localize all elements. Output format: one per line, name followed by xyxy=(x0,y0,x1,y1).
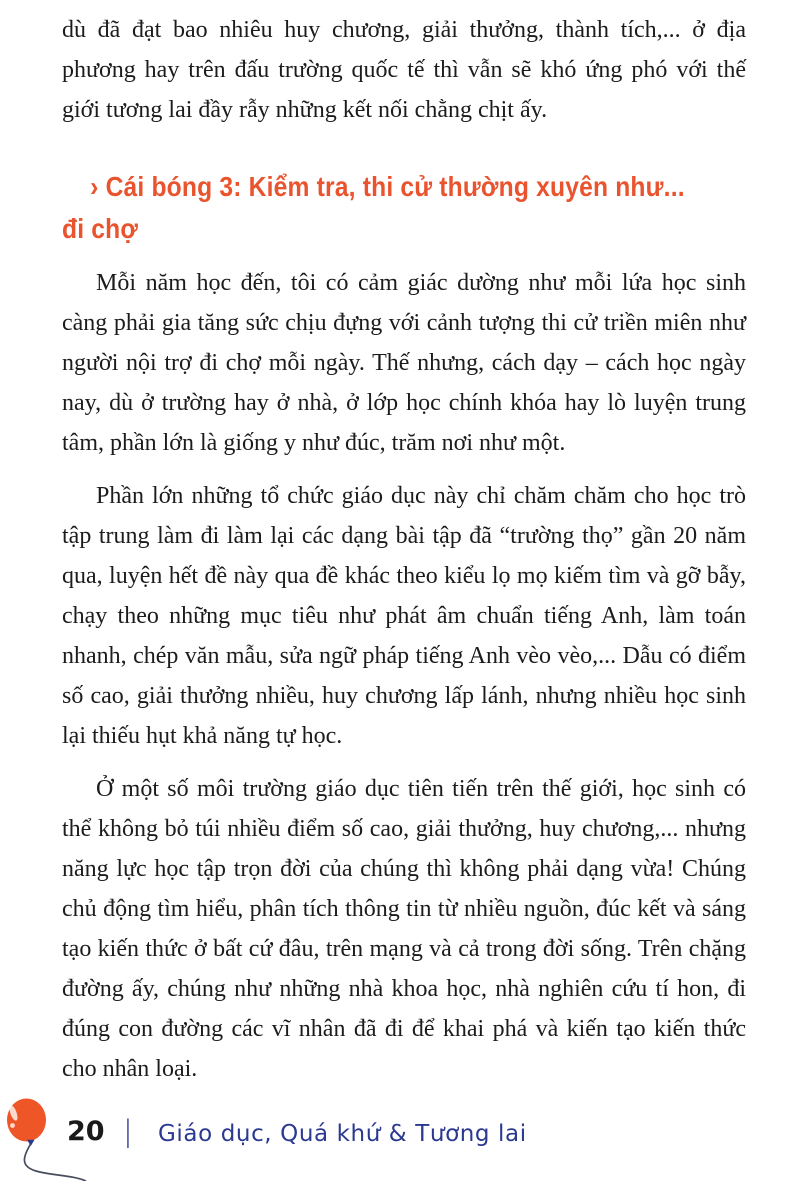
section-heading-line-2: đi chợ xyxy=(62,213,139,244)
page-number: 20 xyxy=(67,1116,105,1147)
section-heading xyxy=(62,166,746,250)
paragraph: Mỗi năm học đến, tôi có cảm giác dường như mỗi lứa học sinh càng phải gia tăng sức chịu đựng với cảnh tượng thi cử triền miên như người nội trợ đi chợ mỗi ngày. Thế nhưng, cách dạy – cách học ngày nay, dù ở trường hay ở nhà, ở lớp học chính khóa hay lò luyện trung tâm, phần lớn là giống y như đúc, trăm nơi như một. xyxy=(62,270,746,456)
paragraph: Phần lớn những tổ chức giáo dục này chỉ chăm chăm cho học trò tập trung làm đi làm lại các dạng bài tập đã “trường thọ” gần 20 năm qua, luyện hết đề này qua đề khác theo kiểu lọ mọ kiếm tìm và gỡ bẫy, chạy theo những mục tiêu như phát âm chuẩn tiếng Anh, làm toán nhanh, chép văn mẫu, sửa ngữ pháp tiếng Anh vèo vèo,... Dẫu có điểm số cao, giải thưởng nhiều, huy chương lấp lánh, nhưng nhiều học sinh lại thiếu hụt khả năng tự học. xyxy=(62,483,746,749)
footer-separator: | xyxy=(123,1114,133,1148)
page-footer xyxy=(0,1090,800,1181)
paragraph-continuation: dù đã đạt bao nhiêu huy chương, giải thưởng, thành tích,... ở địa phương hay trên đấu trường quốc tế thì vẫn sẽ khó ứng phó với thế giới tương lai đầy rẫy những kết nối chằng chịt ấy. xyxy=(62,17,746,123)
footer-book-title: Giáo dục, Quá khứ & Tương lai xyxy=(158,1121,527,1147)
section-heading-line-1: › Cái bóng 3: Kiểm tra, thi cử thường xuyên như... xyxy=(90,171,685,202)
paragraph: Ở một số môi trường giáo dục tiên tiến trên thế giới, học sinh có thể không bỏ túi nhiều điểm số cao, giải thưởng, huy chương,... nhưng năng lực học tập trọn đời của chúng thì không phải dạng vừa! Chúng chủ động tìm hiểu, phân tích thông tin từ nhiều nguồn, đúc kết và sáng tạo kiến thức ở bất cứ đâu, trên mạng và cả trong đời sống. Trên chặng đường ấy, chúng như những nhà khoa học, nhà nghiên cứu tí hon, đi đúng con đường các vĩ nhân đã đi để khai phá và kiến tạo kiến thức cho nhân loại. xyxy=(62,776,746,1082)
page-text-block xyxy=(62,10,746,1089)
